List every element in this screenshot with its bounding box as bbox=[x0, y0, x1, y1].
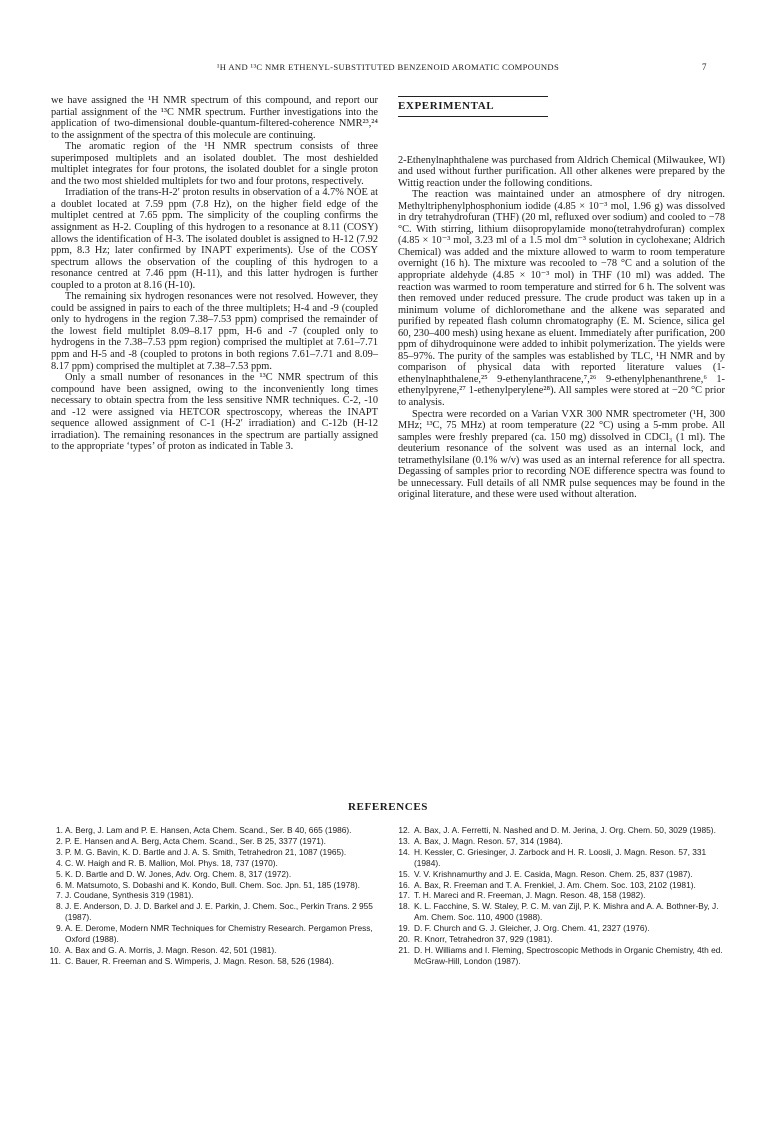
reference-item: 20. R. Knorr, Tetrahedron 37, 929 (1981). bbox=[398, 934, 553, 945]
reference-item: 15. V. V. Krishnamurthy and J. E. Casida, Magn. Reson. Chem. 25, 837 (1987). bbox=[398, 868, 693, 879]
experimental-section bbox=[398, 96, 725, 501]
body-paragraph: Only a small number of resonances in the ¹³C NMR spectrum of this compound have been assigned, owing to the inconveniently long times necessary to obtain spectra from the less sensitive NMR techniques. C-2, -10 and -12 were assigned via HETCOR spectroscopy, whereas the INAPT sequence allowed assignment of C-1 (H-2′ irradiation) and C-12b (H-12 irradiation). The remaining resonances in the spectrum are partially assigned to the appropriate ‘types’ of proton as indicated in Table 3. bbox=[51, 372, 378, 453]
reference-item: 14. H. Kessler, C. Griesinger, J. Zarbock and H. R. Loosli, J. Magn. Reson. 57, 331 (1984). bbox=[398, 846, 707, 868]
experimental-heading: EXPERIMENTAL bbox=[398, 96, 548, 117]
body-paragraph: The remaining six hydrogen resonances were not resolved. However, they could be assigned in pairs to each of the three multiplets; H-4 and -9 (coupled only to hydrogens in the region 7.38–7.53 ppm) comprised the remainder of the lowest field multiplet 8.09–8.17 ppm, H-6 and -7 (coupled only to hydrogens in the 7.38–7.53 ppm region) comprised the multiplet at 7.61–7.71 ppm and H-5 and -8 (coupled to protons in both regions 7.61–7.71 and 8.09–8.17 ppm) comprised the multiplet at 7.38–7.53 ppm. bbox=[51, 291, 378, 372]
reference-item: 2. P. E. Hansen and A. Berg, Acta Chem. Scand., Ser. B 25, 3377 (1971). bbox=[56, 835, 326, 846]
body-paragraph: 2-Ethenylnaphthalene was purchased from Aldrich Chemical (Milwaukee, WI) and used without further purification. All other alkenes were prepared by the Wittig reaction under the following conditions. bbox=[398, 154, 725, 189]
reference-item: 17. T. H. Mareci and R. Freeman, J. Magn. Reson. 48, 158 (1982). bbox=[398, 890, 646, 901]
body-paragraph: The aromatic region of the ¹H NMR spectrum consists of three superimposed multiplets and an isolated doublet. The most deshielded multiplet integrates for four protons, the isolated doublet for a single proton and the two most shielded multiplets for two and four protons, respectively. bbox=[51, 141, 378, 187]
reference-item: 12. A. Bax, J. A. Ferretti, N. Nashed and D. M. Jerina, J. Org. Chem. 50, 3029 (1985). bbox=[398, 825, 716, 835]
running-title: ¹H AND ¹³C NMR ETHENYL-SUBSTITUTED BENZENOID AROMATIC COMPOUNDS bbox=[216, 62, 560, 72]
reference-item: 10. A. Bax and G. A. Morris, J. Magn. Reson. 42, 501 (1981). bbox=[49, 944, 277, 955]
body-paragraph: Spectra were recorded on a Varian VXR 300 NMR spectrometer (¹H, 300 MHz; ¹³C, 75 MHz) at room temperature (22 °C) using a 5-mm probe. All samples were freshly prepared (ca. 150 mg) dissolved in CDCl₃ (1 ml). The deuterium resonance of the solvent was used as an internal lock, and tetramethylsilane (0.1% w/v) was used as an internal reference for all spectra. Degassing of samples prior to recording NOE difference spectra was found to be unnecessary. Full details of all NMR pulse sequences may be found in the original literature, and these were used without alteration. bbox=[398, 408, 725, 501]
reference-item: 1. A. Berg, J. Lam and P. E. Hansen, Acta Chem. Scand., Ser. B 40, 665 (1986). bbox=[56, 825, 352, 835]
reference-item: 5. K. D. Bartle and D. W. Jones, Adv. Org. Chem. 8, 317 (1972). bbox=[56, 868, 292, 879]
page-number: 7 bbox=[702, 62, 707, 72]
reference-item: 3. P. M. G. Bavin, K. D. Bartle and J. A. S. Smith, Tetrahedron 21, 1087 (1965). bbox=[56, 846, 347, 857]
reference-item: 16. A. Bax, R. Freeman and T. A. Frenkiel, J. Am. Chem. Soc. 103, 2102 (1981). bbox=[398, 879, 696, 890]
reference-item: 4. C. W. Haigh and R. B. Mallion, Mol. Phys. 18, 737 (1970). bbox=[56, 857, 278, 868]
body-paragraph: we have assigned the ¹H NMR spectrum of this compound, and report our partial assignment of the ¹³C NMR spectrum. Further investigations into the application of two-dimensional double-quantum-filtered-coherence NMR²³,²⁴ to the assignment of the spectra of this molecule are continuing. bbox=[51, 95, 378, 141]
body-paragraph: Irradiation of the trans-H-2′ proton results in observation of a 4.7% NOE at a doublet located at 7.59 ppm (7.8 Hz), on the higher field edge of the multiplet centred at 7.65 ppm. The simplicity of the coupling confirms the assignment as H-2. Coupling of this hydrogen to a resonance at 8.11 (COSY) allows the identification of H-3. The isolated doublet is assigned to H-12 (7.92 ppm, 8.3 Hz; later confirmed by INAPT experiments). Use of the COSY spectrum allows the observation of the coupling of this hydrogen to a resonance centred at 7.46 ppm (H-11), and this latter hydrogen is further coupled to a proton at 8.16 (H-10). bbox=[51, 187, 378, 291]
reference-item: 11. C. Bauer, R. Freeman and S. Wimperis, J. Magn. Reson. 58, 526 (1984). bbox=[50, 955, 334, 966]
body-paragraph: The reaction was maintained under an atmosphere of dry nitrogen. Methyltriphenylphosphonium iodide (4.85 × 10⁻³ mol, 1.96 g) was dissolved in dry tetrahydrofuran (THF) (20 ml, refluxed over sodium) and cooled to −78 °C. With stirring, lithium diisopropylamide mono(tetrahydrofuran) complex (4.85 × 10⁻³ mol, 3.23 ml of a 1.5 mol dm⁻³ solution in cyclohexane; Aldrich Chemical) was added and the mixture allowed to warm to room temperature overnight (16 h). The mixture was recooled to −78 °C and a solution of the appropriate aldehyde (4.85 × 10⁻³ mol) in THF (10 ml) was added. The reaction was warmed to room temperature and stirred for 6 h. The solvent was then removed under reduced pressure. The crude product was taken up in a minimum volume of dichloromethane and the alkene was separated and purified by repeated flash column chromatography (E. M. Science, silica gel 60, 230–400 mesh) using hexane as eluent. Immediately after purification, 200 ppm of dihydroquinone were added to inhibit polymerization. The yields were 85–97%. The purity of the samples was established by TLC, ¹H NMR and by comparison of physical data with reported literature values (1-ethenylnaphthalene,²⁵ 9-ethenylanthracene,⁷,²⁶ 9-ethenylphenanthrene,⁶ 1-ethenylpyrene,²⁷ 1-ethenylperylene²⁸). All samples were stored at −20 °C prior to analysis. bbox=[398, 189, 725, 409]
reference-item: 6. M. Matsumoto, S. Dobashi and K. Kondo, Bull. Chem. Soc. Jpn. 51, 185 (1978). bbox=[56, 879, 360, 890]
reference-item: 19. D. F. Church and G. J. Gleicher, J. Org. Chem. 41, 2327 (1976). bbox=[398, 923, 650, 934]
reference-item: 8. J. E. Anderson, D. J. D. Barkel and J. E. Parkin, J. Chem. Soc., Perkin Trans. 2 955 (1987). bbox=[56, 901, 373, 923]
reference-item: 13. A. Bax, J. Magn. Reson. 57, 314 (1984). bbox=[398, 835, 563, 846]
reference-item: 9. A. E. Derome, Modern NMR Techniques for Chemistry Research. Pergamon Press, Oxford (1988). bbox=[56, 923, 373, 945]
reference-list-right bbox=[400, 825, 730, 967]
references-heading: REFERENCES bbox=[348, 801, 428, 813]
left-text-column bbox=[51, 95, 378, 453]
reference-item: 7. J. Coudane, Synthesis 319 (1981). bbox=[56, 890, 194, 901]
reference-list-left bbox=[51, 825, 381, 967]
reference-item: 21. D. H. Williams and I. Fleming, Spectroscopic Methods in Organic Chemistry, 4th ed. McGraw-Hill, London (1987). bbox=[398, 944, 723, 966]
reference-item: 18. K. L. Facchine, S. W. Staley, P. C. M. van Zijl, P. K. Mishra and A. A. Bothner-By, J. Am. Chem. Soc. 110, 4900 (1988). bbox=[398, 901, 719, 923]
